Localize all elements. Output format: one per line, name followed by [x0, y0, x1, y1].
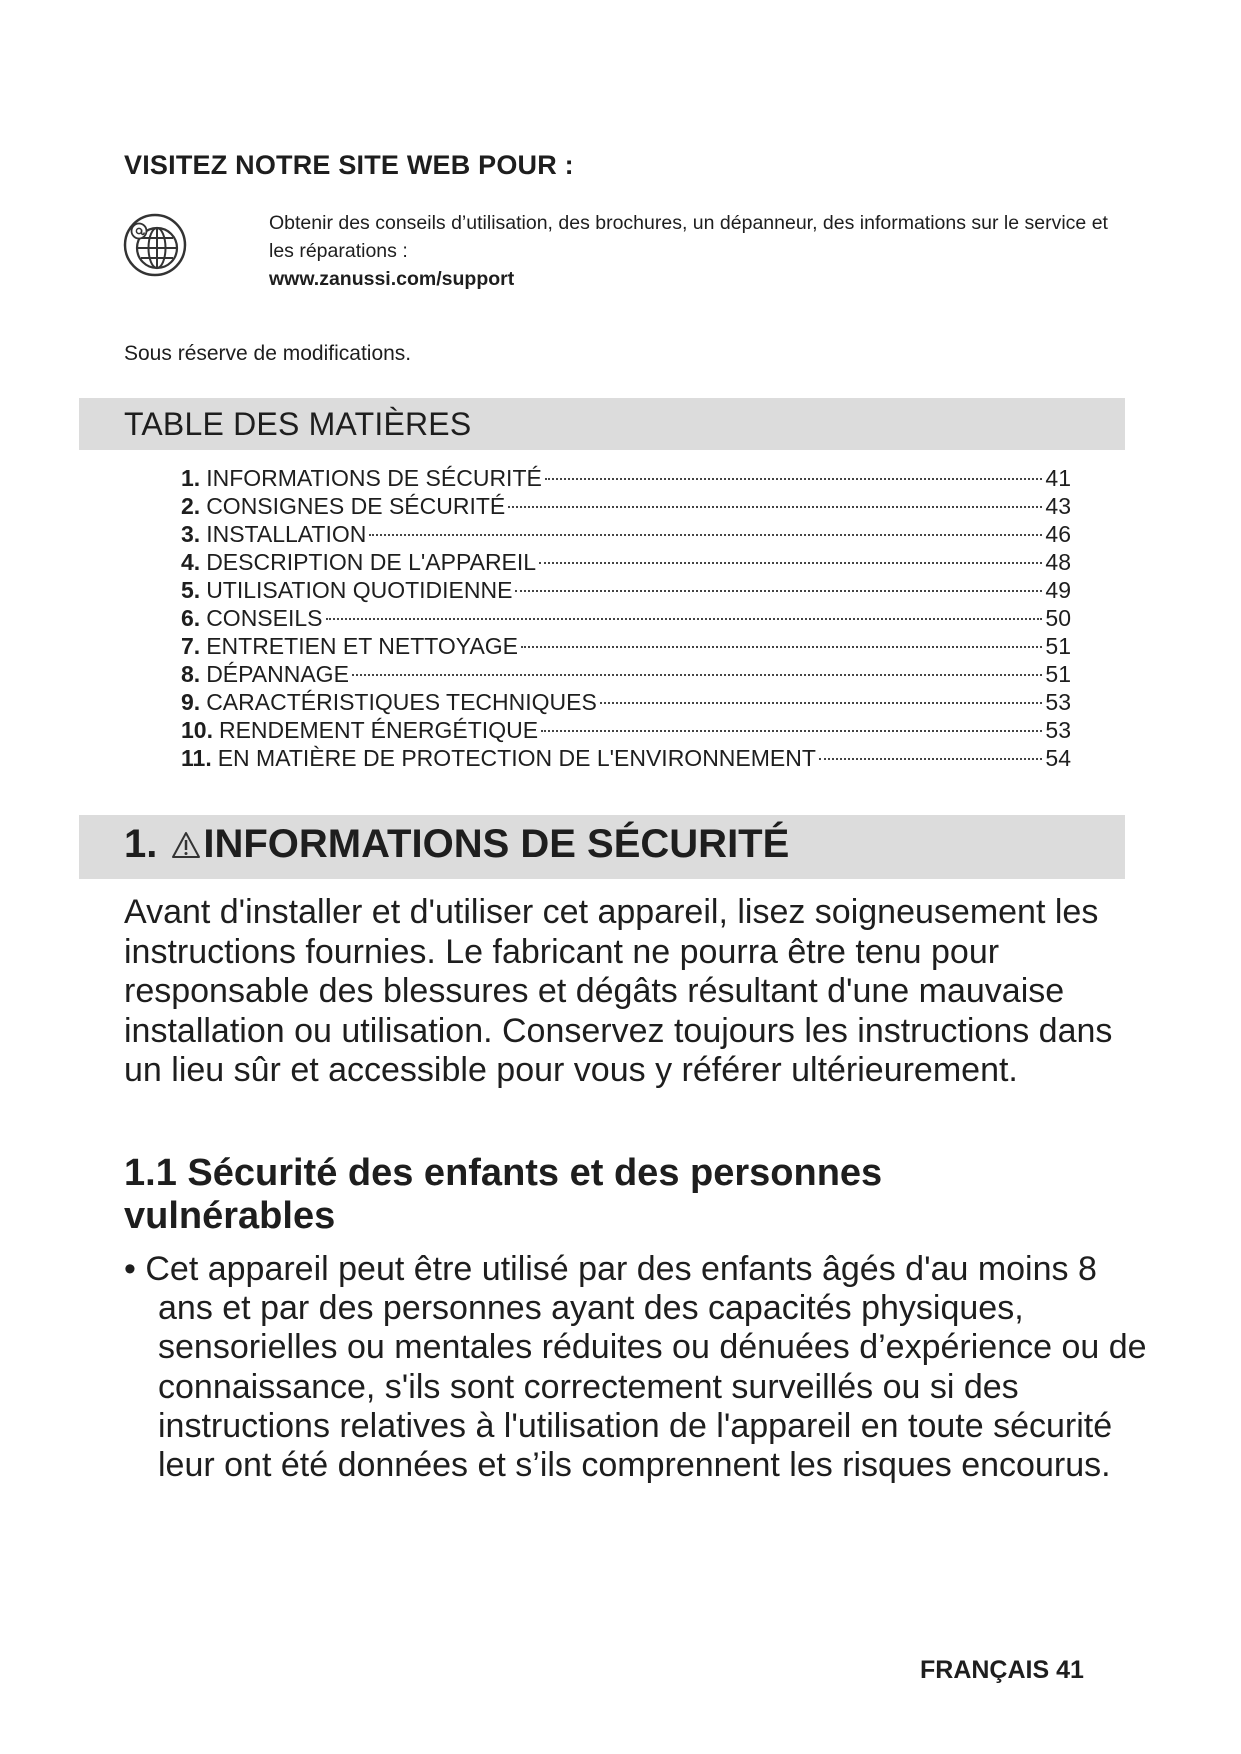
toc-item-label: CONSEILS — [206, 605, 323, 631]
toc-leader-dots — [369, 534, 1042, 536]
toc-item-number: 7. — [181, 633, 201, 659]
toc-item-page: 53 — [1045, 717, 1071, 743]
safety-intro-paragraph: Avant d'installer et d'utiliser cet appareil, lisez soigneusement les instructions fournies. Le fabricant ne pourra être tenu pour responsable des blessures et dégâts résultant d'une mauvaise installation ou utilisation. Conservez toujours les instructions dans un lieu sûr et accessible pour vous y référer ultérieurement. — [124, 893, 1113, 1089]
section-title-text: INFORMATIONS DE SÉCURITÉ — [203, 822, 790, 866]
toc-item-number: 6. — [181, 605, 201, 631]
toc-item-number: 9. — [181, 689, 201, 715]
visit-heading: VISITEZ NOTRE SITE WEB POUR : — [124, 150, 574, 180]
toc-item-label: EN MATIÈRE DE PROTECTION DE L'ENVIRONNEMENT — [217, 745, 816, 771]
toc-item[interactable] — [181, 520, 1071, 548]
toc-leader-dots — [539, 562, 1042, 564]
toc-item[interactable] — [181, 492, 1071, 520]
bullet-text: Cet appareil peut être utilisé par des enfants âgés d'au moins 8 ans et par des personnes ayant des capacités physiques, sensorielles ou mentales réduites ou dénuées d’expérience ou de connaissance, s'ils sont correctement surveillés ou si des instructions relatives à l'utilisation de l'appareil en toute sécurité leur ont été données et s’ils comprennent les risques encourus. — [145, 1250, 1147, 1485]
globe-at-icon — [122, 212, 188, 278]
bullet-item — [124, 1250, 1158, 1485]
toc-item-number: 2. — [181, 493, 201, 519]
toc-leader-dots — [326, 618, 1043, 620]
toc-item-page: 50 — [1045, 605, 1071, 631]
toc-item-page: 46 — [1045, 521, 1071, 547]
toc-item-number: 4. — [181, 549, 201, 575]
toc-item-number: 3. — [181, 521, 201, 547]
toc-item[interactable] — [181, 604, 1071, 632]
toc-item-page: 54 — [1045, 745, 1071, 771]
toc-item-label: RENDEMENT ÉNERGÉTIQUE — [218, 717, 539, 743]
toc-item-number: 1. — [181, 465, 201, 491]
toc-leader-dots — [600, 702, 1043, 704]
toc-item-page: 43 — [1045, 493, 1071, 519]
toc-item-number: 8. — [181, 661, 201, 687]
toc-leader-dots — [508, 506, 1042, 508]
visit-description — [269, 209, 1119, 293]
toc-item[interactable] — [181, 464, 1071, 492]
toc-item-number: 11. — [181, 745, 212, 771]
table-of-contents — [181, 464, 1071, 772]
section-title — [124, 822, 789, 867]
toc-item-label: ENTRETIEN ET NETTOYAGE — [206, 633, 519, 659]
toc-item-label: CONSIGNES DE SÉCURITÉ — [206, 493, 506, 519]
toc-leader-dots — [541, 730, 1042, 732]
toc-item[interactable] — [181, 688, 1071, 716]
toc-leader-dots — [352, 674, 1043, 676]
support-url-link[interactable]: www.zanussi.com/support — [269, 268, 515, 290]
toc-item-label: DESCRIPTION DE L'APPAREIL — [206, 549, 537, 575]
toc-item-page: 51 — [1045, 661, 1071, 687]
bullet-marker: • — [124, 1250, 136, 1288]
toc-item-page: 41 — [1045, 465, 1071, 491]
visit-text: Obtenir des conseils d’utilisation, des brochures, un dépanneur, des informations sur le service et les réparations : — [269, 212, 1108, 262]
toc-item-label: UTILISATION QUOTIDIENNE — [206, 577, 513, 603]
toc-leader-dots — [819, 758, 1042, 760]
toc-item-label: INFORMATIONS DE SÉCURITÉ — [206, 465, 542, 491]
toc-item-label: CARACTÉRISTIQUES TECHNIQUES — [206, 689, 597, 715]
warning-triangle-icon — [171, 831, 201, 859]
toc-item[interactable] — [181, 716, 1071, 744]
toc-leader-dots — [545, 478, 1043, 480]
toc-leader-dots — [521, 646, 1042, 648]
toc-item-page: 49 — [1045, 577, 1071, 603]
toc-item[interactable] — [181, 632, 1071, 660]
modification-notice: Sous réserve de modifications. — [124, 342, 412, 365]
toc-item[interactable] — [181, 548, 1071, 576]
toc-item[interactable] — [181, 744, 1071, 772]
toc-item[interactable] — [181, 576, 1071, 604]
toc-item-page: 51 — [1045, 633, 1071, 659]
toc-item-number: 5. — [181, 577, 201, 603]
toc-item-page: 48 — [1045, 549, 1071, 575]
toc-item-label: DÉPANNAGE — [206, 661, 349, 687]
toc-item-label: INSTALLATION — [206, 521, 367, 547]
page-footer: FRANÇAIS 41 — [920, 1656, 1084, 1684]
toc-item-page: 53 — [1045, 689, 1071, 715]
subsection-title: 1.1 Sécurité des enfants et des personnes vulnérables — [124, 1152, 883, 1237]
toc-item-number: 10. — [181, 717, 213, 743]
toc-title: TABLE DES MATIÈRES — [124, 406, 472, 442]
toc-item[interactable] — [181, 660, 1071, 688]
section-number: 1. — [124, 822, 158, 866]
toc-leader-dots — [515, 590, 1042, 592]
